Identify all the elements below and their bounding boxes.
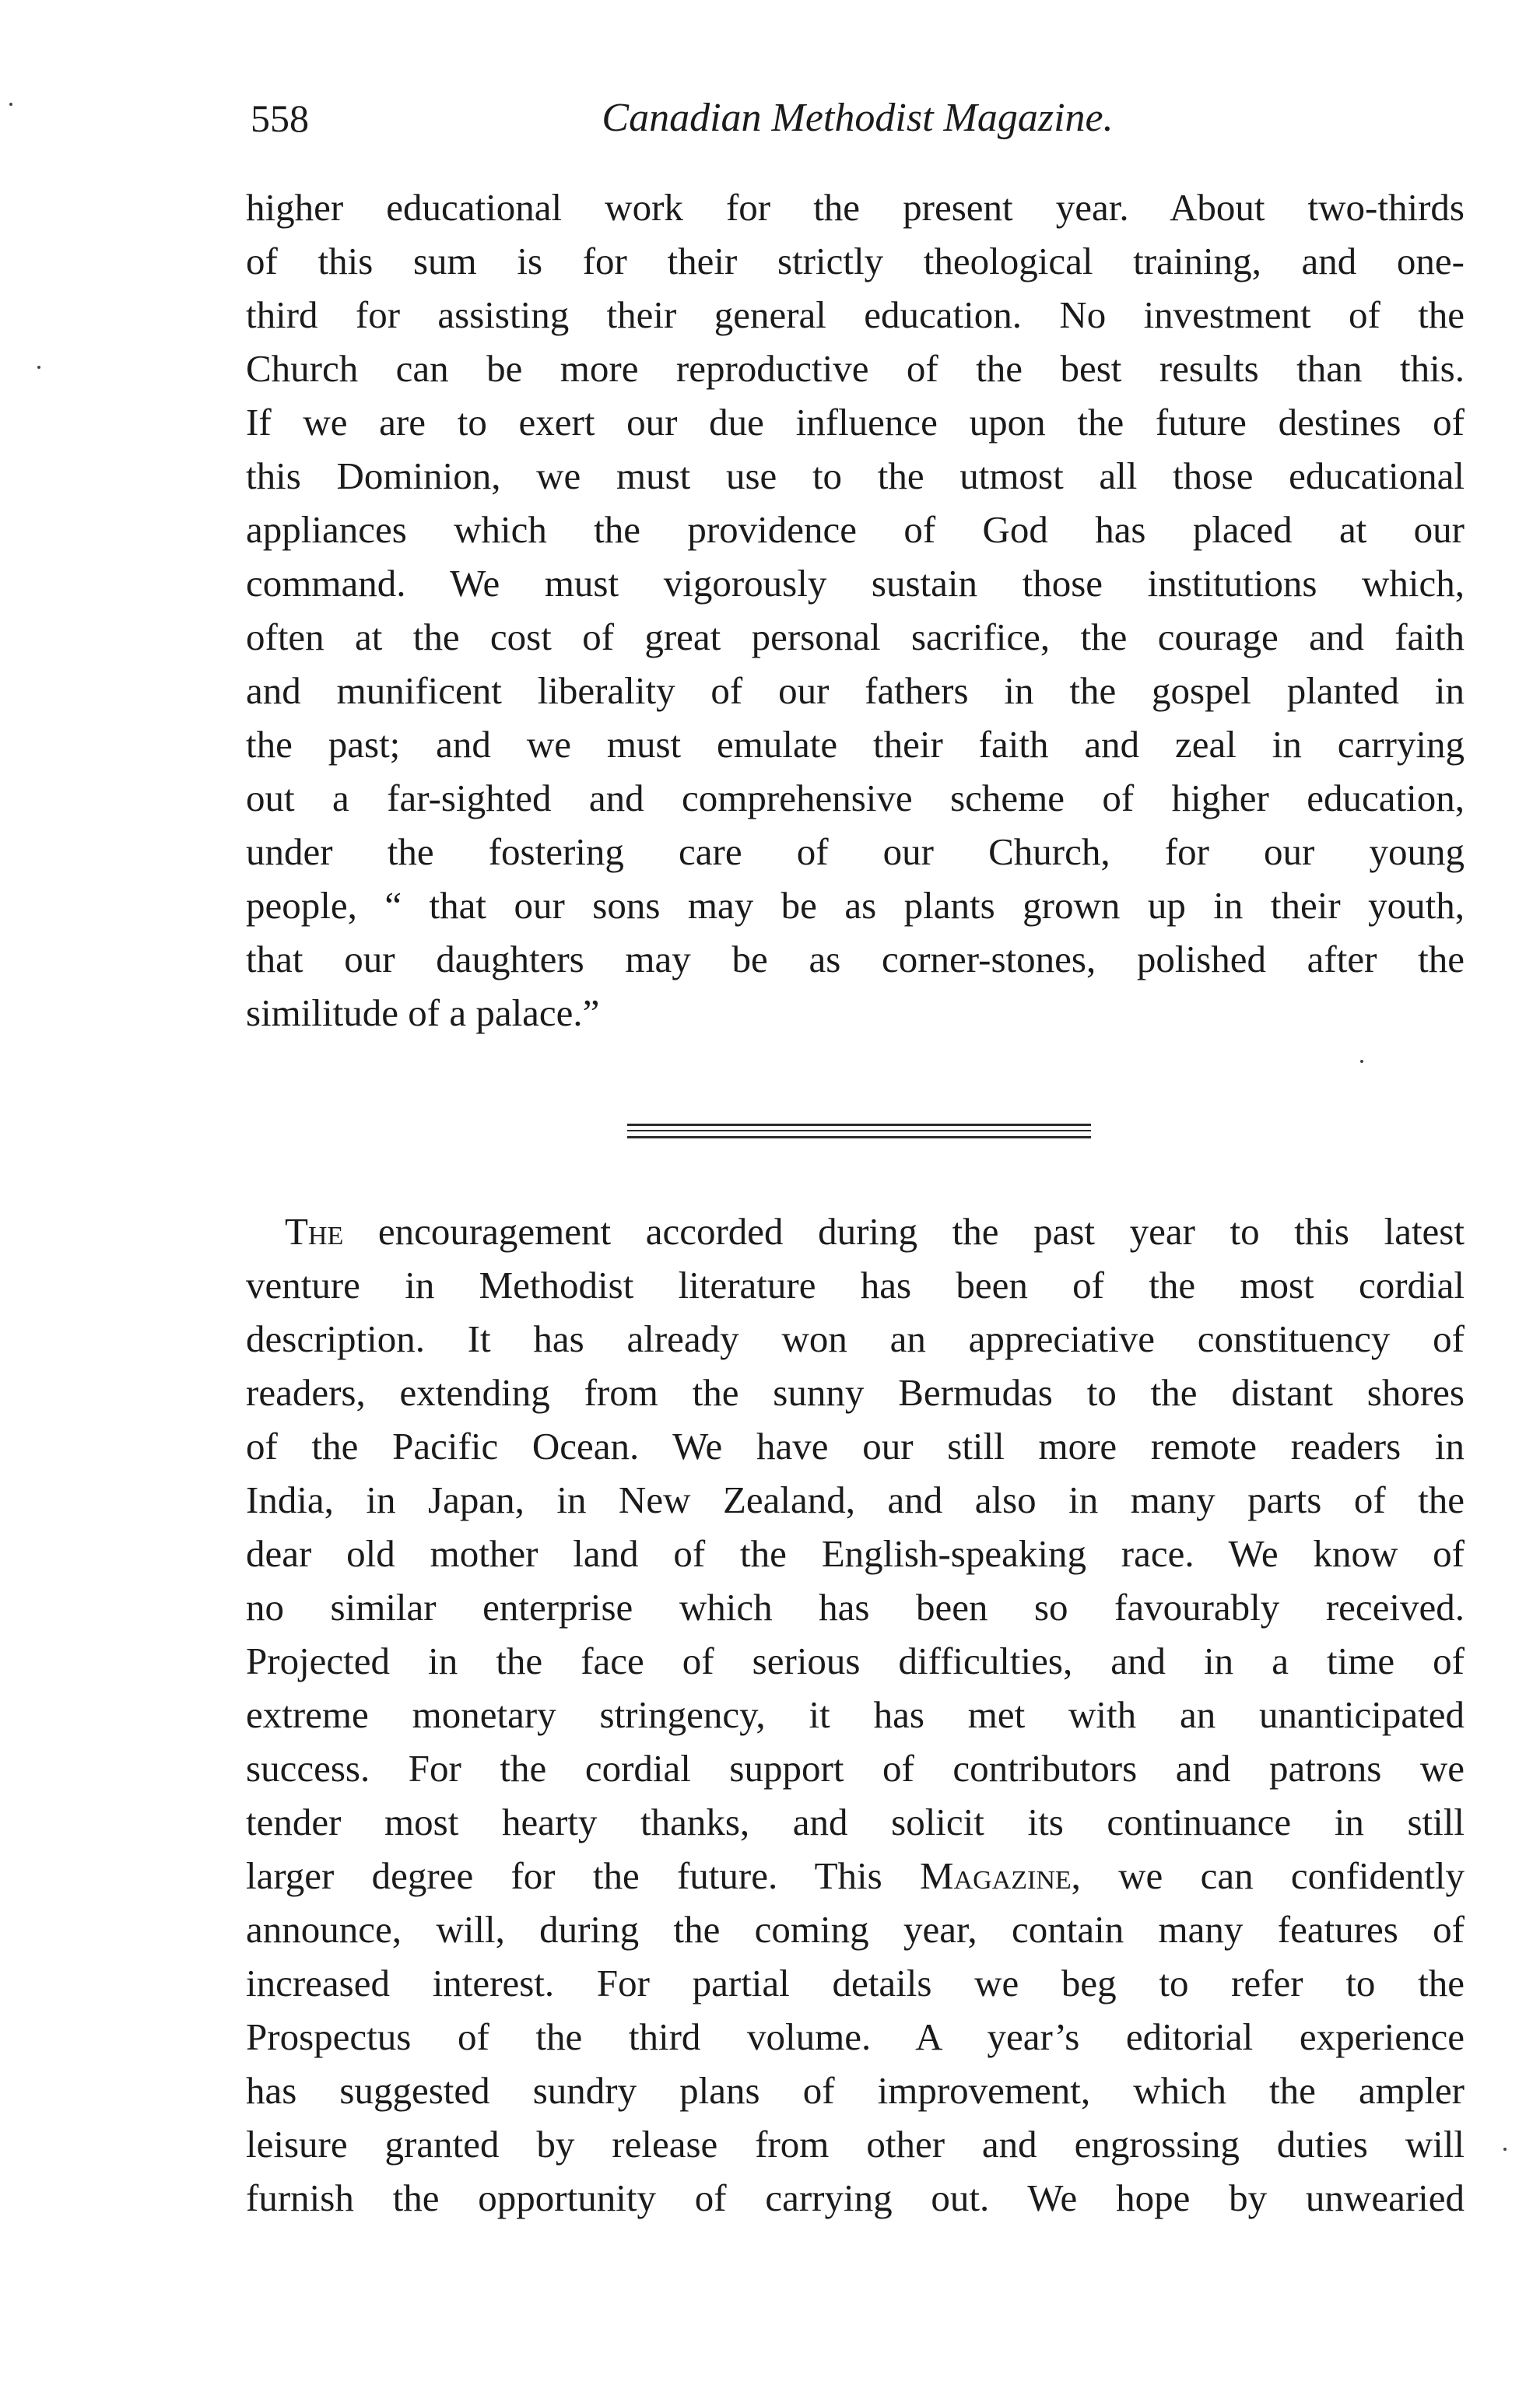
text-line: under the fostering care of our Church, for our young bbox=[246, 830, 1465, 873]
text-line: Church can be more reproductive of the best results than this. bbox=[246, 347, 1465, 390]
section-divider-rule bbox=[627, 1124, 1091, 1126]
text-line: often at the cost of great personal sacrifice, the courage and faith bbox=[246, 616, 1465, 658]
text-line: of this sum is for their strictly theological training, and one- bbox=[246, 240, 1465, 282]
text-line: readers, extending from the sunny Bermudas to the distant shores bbox=[246, 1371, 1465, 1414]
text-segment: , we can confidently bbox=[1071, 1854, 1465, 1897]
paragraph-1 bbox=[246, 181, 1465, 1040]
text-line: furnish the opportunity of carrying out. We hope by unwearied bbox=[246, 2176, 1465, 2219]
text-line-magazine bbox=[246, 1849, 1465, 1903]
text-line: leisure granted by release from other and engrossing duties will bbox=[246, 2123, 1465, 2166]
text-line-first bbox=[246, 1205, 1465, 1258]
text-line: people, “ that our sons may be as plants grown up in their youth, bbox=[246, 884, 1465, 927]
text-line: of the Pacific Ocean. We have our still more remote readers in bbox=[246, 1425, 1465, 1468]
drop-word-smallcaps: The bbox=[285, 1210, 344, 1253]
text-line: similitude of a palace.” bbox=[246, 991, 600, 1034]
print-speck bbox=[9, 103, 12, 106]
text-line: tender most hearty thanks, and solicit its continuance in still bbox=[246, 1801, 1465, 1843]
text-line: Projected in the face of serious difficulties, and in a time of bbox=[246, 1640, 1465, 1682]
print-speck bbox=[1503, 2148, 1507, 2151]
section-divider-rule bbox=[627, 1136, 1091, 1138]
magazine-word-smallcaps: Magazine bbox=[920, 1854, 1072, 1897]
text-line: the past; and we must emulate their faith and zeal in carrying bbox=[246, 723, 1465, 766]
print-speck bbox=[37, 366, 40, 369]
text-line: no similar enterprise which has been so favourably received. bbox=[246, 1586, 1465, 1629]
text-line: description. It has already won an appreciative constituency of bbox=[246, 1317, 1465, 1360]
text-line: extreme monetary stringency, it has met with an unanticipated bbox=[246, 1693, 1465, 1736]
text-line: appliances which the providence of God has placed at our bbox=[246, 508, 1465, 551]
text-line: dear old mother land of the English-speaking race. We know of bbox=[246, 1532, 1465, 1575]
page-number: 558 bbox=[251, 96, 309, 140]
print-speck bbox=[1360, 1060, 1363, 1063]
text-line: increased interest. For partial details we beg to refer to the bbox=[246, 1962, 1465, 2004]
text-line: announce, will, during the coming year, contain many features of bbox=[246, 1908, 1465, 1951]
text-line: and munificent liberality of our fathers in the gospel planted in bbox=[246, 669, 1465, 712]
text-line: higher educational work for the present year. About two-thirds bbox=[246, 186, 1465, 229]
text-line-rest: encouragement accorded during the past year to this latest bbox=[343, 1210, 1465, 1253]
running-title: Canadian Methodist Magazine. bbox=[602, 96, 1114, 140]
text-line: command. We must vigorously sustain those institutions which, bbox=[246, 562, 1465, 605]
text-line: India, in Japan, in New Zealand, and also in many parts of the bbox=[246, 1478, 1465, 1521]
text-line: Prospectus of the third volume. A year’s editorial experience bbox=[246, 2015, 1465, 2058]
text-line: this Dominion, we must use to the utmost all those educational bbox=[246, 454, 1465, 497]
text-line: success. For the cordial support of contributors and patrons we bbox=[246, 1747, 1465, 1790]
text-line: venture in Methodist literature has been of the most cordial bbox=[246, 1264, 1465, 1306]
paragraph-2 bbox=[246, 1205, 1465, 2225]
page-header bbox=[251, 87, 1465, 149]
text-line: If we are to exert our due influence upon the future destines of bbox=[246, 401, 1465, 444]
text-line: that our daughters may be as corner-stones, polished after the bbox=[246, 938, 1465, 980]
text-line: third for assisting their general education. No investment of the bbox=[246, 293, 1465, 336]
section-divider-rule bbox=[627, 1130, 1091, 1131]
text-line: has suggested sundry plans of improvement, which the ampler bbox=[246, 2069, 1465, 2112]
text-segment: larger degree for the future. This bbox=[246, 1854, 920, 1897]
text-line: out a far-sighted and comprehensive scheme of higher education, bbox=[246, 777, 1465, 819]
